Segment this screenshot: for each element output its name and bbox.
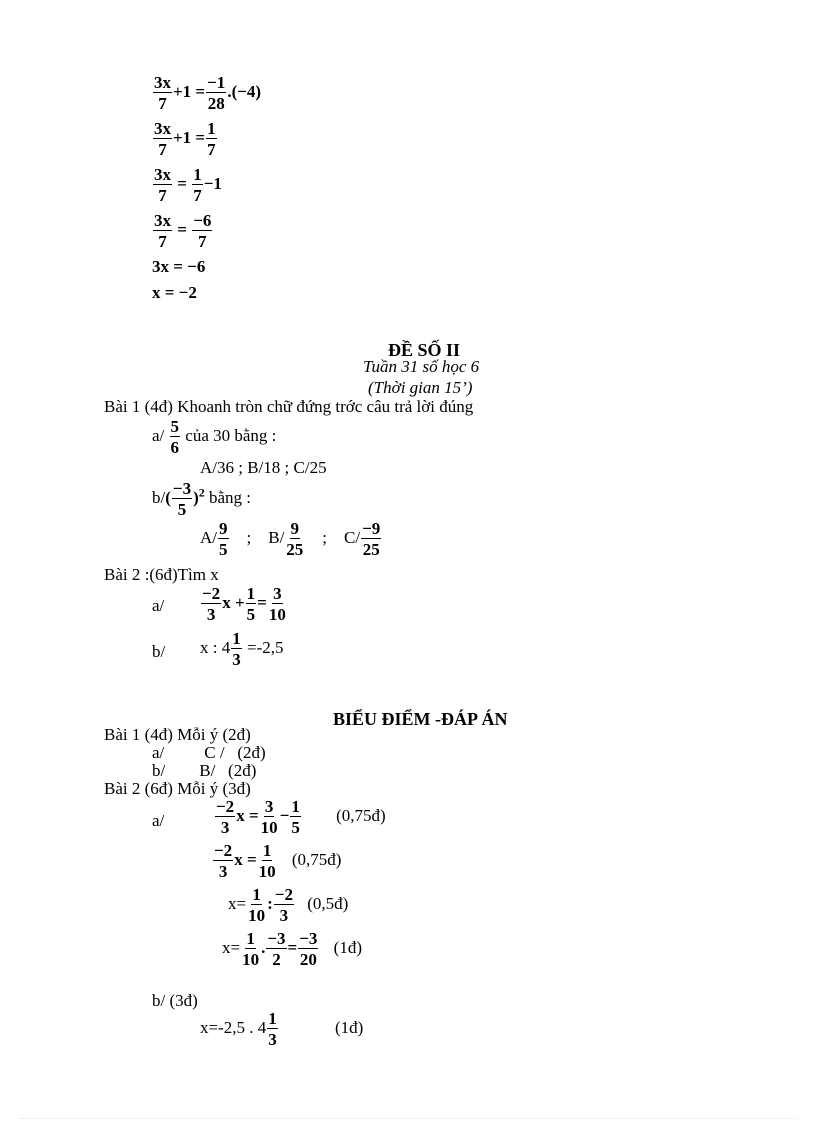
- solution-line-2: $\frac{3x}{7}$ +1 = $\frac{1}{7}$: [154, 119, 216, 159]
- answers-row-b: b/ B/ (2đ): [152, 761, 257, 780]
- fraction: $\frac{3x}{7}$: [154, 73, 171, 113]
- answers-title: BIỂU ĐIỂM -ĐÁP ÁN: [333, 709, 508, 729]
- answer-b-step-1: x=-2,5 . 4 $\frac{1}{3}$ (1đ): [200, 1009, 364, 1049]
- answer-step-3: x= $\frac{1}{10}$ : $\frac{-2}{3}$ (0,5đ): [228, 885, 349, 925]
- solution-line-1: $\frac{3x}{7}$ +1 = $\frac{-1}{28}$ .(−4): [154, 73, 262, 113]
- answer-step-4: x= $\frac{1}{10}$ . $\frac{-3}{2}$ = $\frac{-3}{20}$ (1đ): [222, 929, 362, 969]
- fraction: $\frac{-1}{28}$: [207, 73, 226, 113]
- answers-label-a: a/: [152, 811, 165, 830]
- bai2-equation-b: x : 4 $\frac{1}{3}$ =-2,5: [200, 629, 284, 669]
- solution-line-3: $\frac{3x}{7}$ = $\frac{1}{7}$ −1: [154, 165, 222, 205]
- page-bottom-divider: [20, 1118, 796, 1119]
- exam-subtitle: Tuần 31 số học 6: [363, 357, 480, 376]
- bai1-question-a: a/ $\frac{5}{6}$ của 30 bằng :: [152, 417, 277, 457]
- solution-line-6: x = −2: [152, 283, 197, 302]
- answers-bai1: Bài 1 (4đ) Mỗi ý (2đ): [104, 725, 251, 744]
- answer-step-2: $\frac{-2}{3}$ x = $\frac{1}{10}$ (0,75đ): [214, 841, 342, 881]
- solution-line-5: 3x = −6: [152, 257, 206, 276]
- bai2-label-a: a/: [152, 596, 165, 615]
- answers-b-heading: b/ (3đ): [152, 991, 198, 1010]
- bai1-question-b: b/( $\frac{-3}{5}$ )$^2$ bằng :: [152, 479, 252, 519]
- bai2-equation-a: $\frac{-2}{3}$ x + $\frac{1}{5}$ = $\frac{3}{10}$: [202, 584, 286, 624]
- bai2-label-b: b/: [152, 642, 166, 661]
- bai1-heading: Bài 1 (4đ) Khoanh tròn chữ đứng trớc câu trả lời đúng: [104, 397, 474, 416]
- bai1-choices-b: A/ $\frac{9}{5}$ ; B/ $\frac{9}{25}$ ; C/ $\frac{-9}{25}$: [200, 519, 381, 559]
- bai2-heading: Bài 2 :(6đ)Tìm x: [104, 565, 219, 584]
- solution-line-4: $\frac{3x}{7}$ = $\frac{-6}{7}$: [154, 211, 212, 251]
- answer-step-1: $\frac{-2}{3}$ x = $\frac{3}{10}$ − $\frac{1}{5}$ (0,75đ): [216, 797, 386, 837]
- exam-title: ĐỀ SỐ II: [388, 340, 461, 360]
- answers-bai2: Bài 2 (6đ) Mỗi ý (3đ): [104, 779, 251, 798]
- exam-time: (Thời gian 15’): [368, 378, 473, 397]
- bai1-choices-a: A/36 ; B/18 ; C/25: [200, 458, 327, 477]
- answers-row-a: a/ C / (2đ): [152, 743, 266, 762]
- fraction: $\frac{5}{6}$: [170, 417, 180, 457]
